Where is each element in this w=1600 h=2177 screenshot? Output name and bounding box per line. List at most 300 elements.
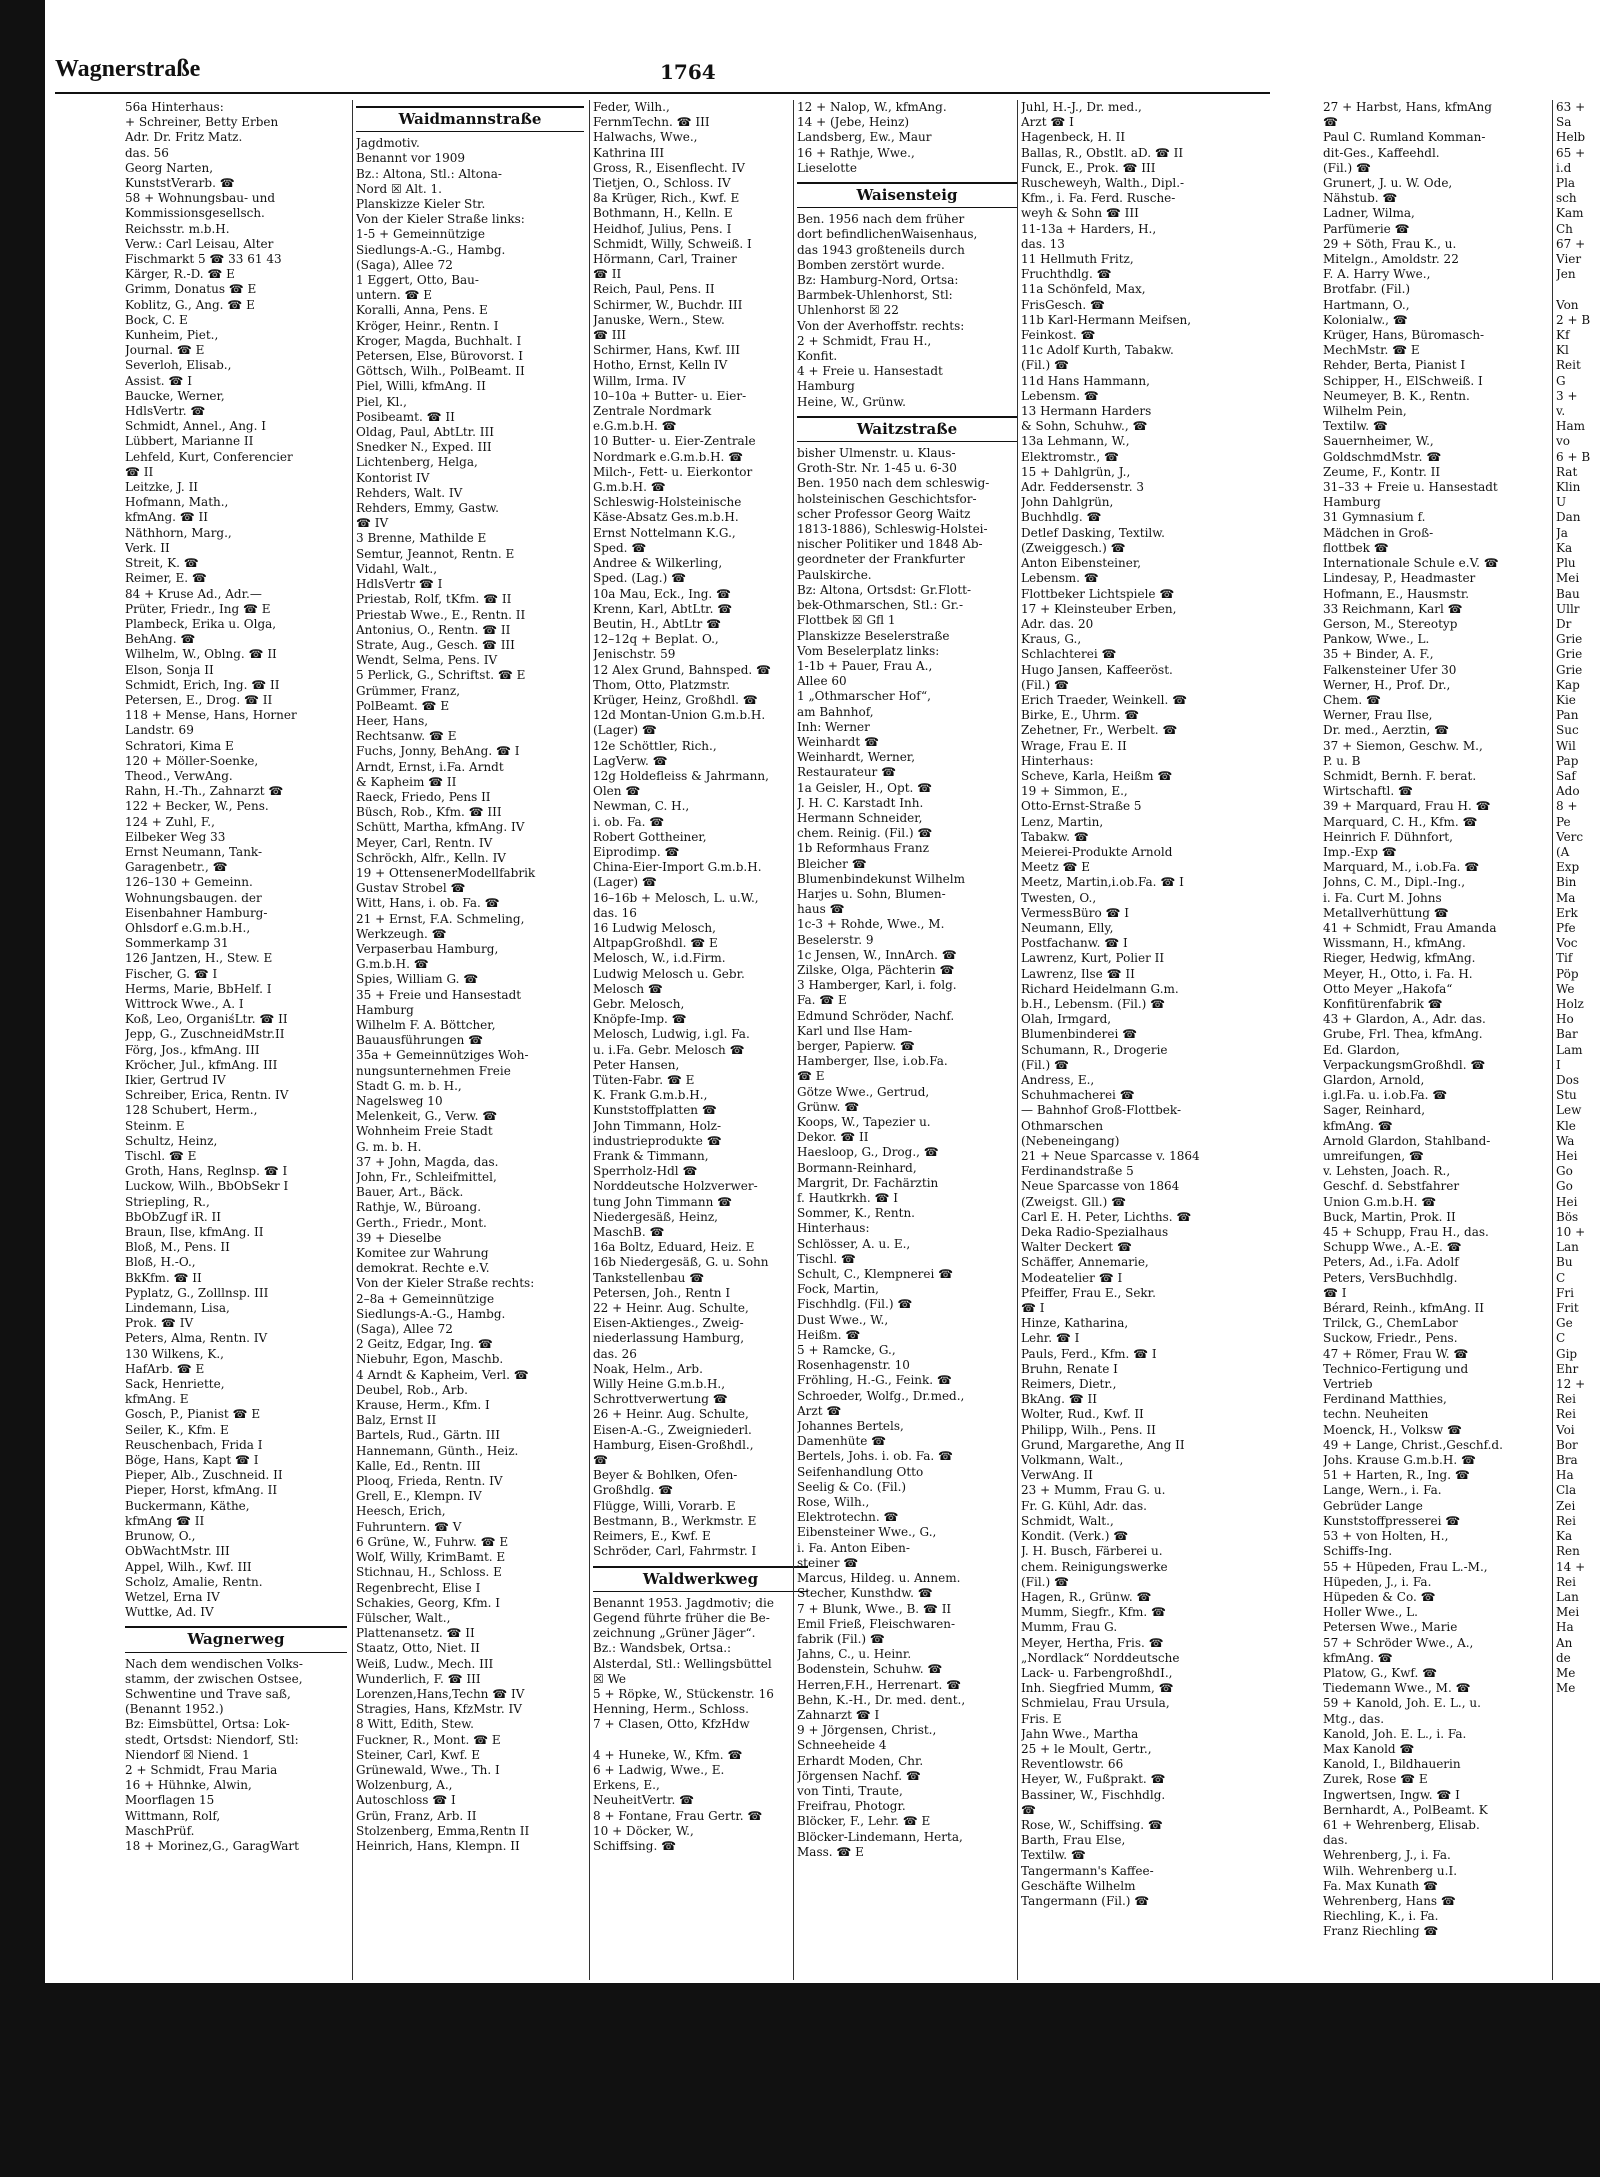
directory-entry: Schmidt, Walt., (1021, 1513, 1114, 1528)
directory-entry: Petersen, E., Drog. ☎ II (125, 692, 273, 707)
directory-entry: Textilw. ☎ (1323, 419, 1388, 434)
directory-entry: 31 Gymnasium f. (1323, 510, 1426, 525)
directory-entry: 120 + Möller-Soenke, (125, 753, 259, 768)
directory-entry: Tischl. ☎ (797, 1251, 856, 1266)
directory-entry: das. 13 (1021, 236, 1065, 251)
directory-entry: John, Fr., Schleifmittel, (356, 1170, 497, 1185)
directory-entry: Lehr. ☎ I (1021, 1331, 1080, 1346)
directory-entry: Pan (1556, 708, 1579, 723)
directory-entry: Raeck, Friedo, Pens II (356, 789, 491, 804)
directory-entry: Stu (1556, 1088, 1577, 1103)
directory-entry: Lenz, Martin, (1021, 814, 1104, 829)
directory-entry: K. Frank G.m.b.H., (593, 1088, 708, 1103)
directory-entry: Koß, Leo, OrganiśLtr. ☎ II (125, 1012, 288, 1027)
directory-entry: Buckermann, Käthe, (125, 1498, 250, 1513)
directory-entry: Schroeder, Wolfg., Dr.med., (797, 1388, 965, 1403)
directory-entry: Hei (1556, 1194, 1578, 1209)
column-2 (356, 100, 584, 1980)
directory-entry: (Nebeneingang) (1021, 1133, 1120, 1148)
directory-entry: Ernst Neumann, Tank- (125, 844, 263, 859)
directory-entry: 6 + B (1556, 449, 1591, 464)
directory-entry: Fischer, G. ☎ I (125, 966, 218, 981)
directory-entry: Scheve, Karla, Heißm ☎ (1021, 768, 1173, 783)
directory-entry: Pap (1556, 753, 1579, 768)
directory-entry: Wilhelm, W., Oblng. ☎ II (125, 647, 277, 662)
directory-entry: Hugo Jansen, Kaffeeröst. (1021, 662, 1173, 677)
directory-entry: Walter Deckert ☎ (1021, 1240, 1132, 1255)
directory-entry: Bleicher ☎ (797, 856, 867, 871)
directory-entry: ☎ II (125, 464, 154, 479)
street-heading: Waidmannstraße (356, 106, 584, 132)
directory-entry: Rehder, Berta, Pianist I (1323, 358, 1466, 373)
directory-entry: Bin (1556, 875, 1577, 890)
directory-entry: Peters, Ad., i.Fa. Adolf (1323, 1255, 1459, 1270)
directory-entry: Ehr (1556, 1361, 1579, 1376)
directory-entry: Schult, C., Klempnerei ☎ (797, 1267, 954, 1282)
directory-entry: 7 + Clasen, Otto, KfzHdw (593, 1717, 750, 1732)
directory-entry: Fuhruntern. ☎ V (356, 1519, 462, 1534)
directory-entry: Johs. Krause G.m.b.H. ☎ (1323, 1453, 1476, 1468)
directory-entry: Geschf. d. Sebstfahrer (1323, 1179, 1460, 1194)
directory-entry: Gerson, M., Stereotyp (1323, 616, 1458, 631)
directory-entry: Buchhdlg. ☎ (1021, 510, 1102, 525)
directory-entry: Nach dem wendischen Volks- (125, 1656, 303, 1671)
directory-entry: Schuhmacherei ☎ (1021, 1088, 1135, 1103)
directory-entry: 3 Brenne, Mathilde E (356, 531, 487, 546)
directory-entry: Wilhelm F. A. Böttcher, (356, 1017, 496, 1032)
directory-entry: VermessBüro ☎ I (1021, 905, 1130, 920)
directory-entry: Oldag, Paul, AbtLtr. III (356, 425, 494, 440)
directory-entry: Schleswig-Holsteinische (593, 495, 742, 510)
page-number: 1764 (660, 60, 716, 84)
directory-entry: Schmidt, Erich, Ing. ☎ II (125, 677, 280, 692)
directory-entry: Dekor. ☎ II (797, 1130, 869, 1145)
directory-entry: Elektrotechn. ☎ (797, 1510, 899, 1525)
directory-entry: Blöcker, F., Lehr. ☎ E (797, 1814, 931, 1829)
directory-entry: Stichnau, H., Schloss. E (356, 1565, 502, 1580)
directory-entry: Reich, Paul, Pens. II (593, 282, 715, 297)
directory-entry: Böge, Hans, Kapt ☎ I (125, 1453, 259, 1468)
directory-entry: flottbek ☎ (1323, 540, 1389, 555)
directory-entry: das. 56 (125, 145, 169, 160)
directory-entry: Adr. Dr. Fritz Matz. (125, 130, 243, 145)
directory-entry: Flügge, Willi, Vorarb. E (593, 1498, 736, 1513)
directory-entry: Grün, Franz, Arb. II (356, 1808, 477, 1823)
directory-entry: Spies, William G. ☎ (356, 972, 479, 987)
directory-entry: Baucke, Werner, (125, 388, 225, 403)
directory-entry: Rei (1556, 1407, 1576, 1422)
directory-entry: Tüten-Fabr. ☎ E (593, 1073, 695, 1087)
directory-entry: BbObZugf iR. II (125, 1209, 222, 1224)
directory-entry: Hüpeden & Co. ☎ (1323, 1589, 1436, 1604)
directory-entry: Bz: Altona, Ortsdst: Gr.Flott- (797, 582, 972, 597)
directory-entry: Suckow, Friedr., Pens. (1323, 1331, 1458, 1346)
directory-entry: Ingwertsen, Ingw. ☎ I (1323, 1787, 1460, 1802)
directory-entry: Steiner, Carl, Kwf. E (356, 1747, 481, 1762)
directory-entry: Lebensm. ☎ (1021, 571, 1099, 586)
directory-entry: Herms, Marie, BbHelf. I (125, 981, 272, 996)
directory-entry: 1813-1886), Schleswig-Holstei- (797, 522, 988, 537)
directory-entry: Hagenbeck, H. II (1021, 130, 1126, 145)
directory-entry: Schwentine und Trave saß, (125, 1686, 291, 1701)
directory-entry: AltpapGroßhdl. ☎ E (593, 936, 718, 951)
directory-entry: FernmTechn. ☎ III (593, 115, 710, 130)
directory-entry: Tabakw. ☎ (1021, 829, 1089, 844)
directory-entry: Plattenansetz. ☎ II (356, 1626, 475, 1641)
directory-entry: Flottbek ☒ Gfl 1 (797, 613, 896, 628)
directory-entry: Ka (1556, 1529, 1573, 1544)
directory-entry: 51 + Harten, R., Ing. ☎ (1323, 1468, 1470, 1483)
directory-entry: 6 + Ladwig, Wwe., E. (593, 1762, 725, 1777)
directory-entry: berger, Papierw. ☎ (797, 1038, 915, 1053)
directory-entry: Striepling, R., (125, 1194, 210, 1209)
directory-entry: Komitee zur Wahrung (356, 1246, 489, 1261)
directory-entry: Hei (1556, 1149, 1578, 1164)
directory-entry: Sped. (Lag.) ☎ (593, 571, 687, 586)
directory-entry: Wolzenburg, A., (356, 1778, 453, 1793)
directory-entry: Zahnarzt ☎ I (797, 1707, 880, 1722)
directory-entry: Bruhn, Renate I (1021, 1361, 1118, 1376)
directory-entry: Rieger, Hedwig, kfmAng. (1323, 951, 1476, 966)
directory-entry: Ka (1556, 540, 1573, 555)
directory-entry: 16 + Hühnke, Alwin, (125, 1778, 252, 1793)
directory-entry: Schrottverwertung ☎ (593, 1392, 728, 1407)
directory-entry: BehAng. ☎ (125, 632, 196, 647)
directory-entry: Lack- u. FarbengroßhdI., (1021, 1665, 1173, 1680)
directory-entry: Näthhorn, Marg., (125, 525, 232, 540)
directory-entry: Moenck, H., Volksw ☎ (1323, 1422, 1462, 1437)
directory-entry: (Zweiggesch.) ☎ (1021, 540, 1126, 555)
directory-entry: Journal. ☎ E (125, 343, 205, 358)
directory-entry: Bérard, Reinh., kfmAng. II (1323, 1301, 1485, 1316)
street-heading: Waisensteig (797, 182, 1017, 208)
directory-entry: b.H., Lebensm. (Fil.) ☎ (1021, 996, 1166, 1011)
directory-entry: techn. Neuheiten (1323, 1407, 1429, 1422)
directory-entry: John Dahlgrün, (1021, 495, 1114, 510)
directory-entry: Franz Riechling ☎ (1323, 1924, 1439, 1939)
directory-entry: Wilh. Wehrenberg u.I. (1323, 1863, 1458, 1878)
directory-entry: Lindesay, P., Headmaster (1323, 571, 1476, 586)
directory-entry: VerwAng. II (1021, 1468, 1093, 1483)
directory-entry: Bestmann, B., Werkmstr. E (593, 1513, 757, 1528)
directory-entry: Marquard, M., i.ob.Fa. ☎ (1323, 860, 1480, 875)
directory-entry: Kunststoffplatten ☎ (593, 1103, 717, 1118)
directory-entry: Fock, Martin, (797, 1282, 879, 1297)
directory-entry: Piel, Willi, kfmAng. II (356, 379, 486, 394)
directory-entry: Schneeheide 4 (797, 1738, 887, 1753)
directory-entry: Ham (1556, 419, 1585, 434)
directory-entry: Tangermann (Fil.) ☎ (1021, 1893, 1150, 1908)
directory-entry: Me (1556, 1681, 1576, 1696)
directory-entry: Bz: Eimsbüttel, Ortsa: Lok- (125, 1717, 290, 1732)
directory-entry: Halwachs, Wwe., (593, 130, 698, 145)
directory-entry: Rose, W., Schiffsing. ☎ (1021, 1817, 1163, 1832)
directory-entry: G (1556, 373, 1566, 388)
directory-entry: 16–16b + Melosch, L. u.W., (593, 890, 759, 905)
column-divider (1017, 100, 1018, 1980)
directory-entry: 65 + (1556, 145, 1586, 160)
directory-entry: Cla (1556, 1483, 1577, 1498)
directory-entry: 49 + Lange, Christ.,Geschf.d. (1323, 1437, 1503, 1452)
directory-entry: Petersen, Joh., Rentn I (593, 1285, 731, 1300)
directory-entry: Rehders, Walt. IV (356, 485, 463, 500)
directory-entry: 63 + (1556, 100, 1586, 114)
directory-entry: Nagelsweg 10 (356, 1094, 443, 1108)
directory-entry: Bz: Hamburg-Nord, Ortsa: (797, 273, 959, 288)
directory-entry: Schiffs-Ing. (1323, 1544, 1393, 1559)
directory-entry (1556, 282, 1600, 297)
directory-entry: Alsterdal, Stl.: Wellingsbüttel (593, 1656, 772, 1671)
directory-entry: geordneter der Frankfurter (797, 552, 965, 567)
directory-entry: Holler Wwe., L. (1323, 1605, 1418, 1620)
directory-entry: Pe (1556, 814, 1571, 829)
directory-entry: Schreiber, Erica, Rentn. IV (125, 1088, 289, 1103)
directory-entry: Ballas, R., Obstlt. aD. ☎ II (1021, 145, 1184, 160)
directory-entry: Pieper, Horst, kfmAng. II (125, 1483, 278, 1498)
directory-entry: Planskizze Beselerstraße (797, 628, 950, 643)
directory-entry: Ren (1556, 1544, 1580, 1559)
directory-entry: 12d Montan-Union G.m.b.H. (593, 708, 766, 723)
directory-entry: Newman, C. H., (593, 799, 690, 814)
directory-entry: Lawrenz, Kurt, Polier II (1021, 951, 1165, 966)
directory-entry: Grimm, Donatus ☎ E (125, 282, 257, 297)
directory-entry: Posibeamt. ☎ II (356, 409, 455, 424)
directory-entry: Großhdlg. ☎ (593, 1483, 674, 1498)
directory-entry: nungsunternehmen Freie (356, 1063, 511, 1078)
directory-entry: Seelig & Co. (Fil.) (797, 1479, 907, 1494)
directory-entry: 2 Geitz, Edgar, Ing. ☎ (356, 1337, 493, 1352)
directory-entry: Peters, VersBuchhdlg. (1323, 1270, 1458, 1285)
directory-entry: scher Professor Georg Waitz (797, 506, 971, 521)
directory-entry: Bloß, H.-O., (125, 1255, 196, 1270)
directory-entry: Grund, Margarethe, Ang II (1021, 1437, 1185, 1452)
directory-entry: 45 + Schupp, Frau H., das. (1323, 1225, 1489, 1240)
directory-entry: Wetzel, Erna IV (125, 1589, 220, 1604)
directory-entry: Nord ☒ Alt. 1. (356, 181, 442, 196)
directory-entry: Noak, Helm., Arb. (593, 1361, 703, 1376)
directory-entry: Buck, Martin, Prok. II (1323, 1209, 1456, 1224)
directory-entry: 18 + Morinez,G., GaragWart (125, 1838, 299, 1853)
directory-entry: Förg, Jos., kfmAng. III (125, 1042, 260, 1057)
directory-entry: Groth-Str. Nr. 1-45 u. 6-30 (797, 461, 957, 476)
directory-entry: Jen (1556, 267, 1576, 282)
directory-entry: Paul C. Rumland Komman- (1323, 130, 1486, 145)
directory-entry: Moorflagen 15 (125, 1793, 215, 1808)
directory-entry: Konfitürenfabrik ☎ (1323, 996, 1443, 1011)
column-1 (125, 100, 347, 1980)
directory-entry: Lichtenberg, Helga, (356, 455, 478, 470)
directory-entry: Scholz, Amalie, Rentn. (125, 1574, 263, 1589)
directory-entry: Reventlowstr. 66 (1021, 1757, 1124, 1772)
directory-entry: Schlachterei ☎ (1021, 647, 1117, 662)
directory-entry: FrisGesch. ☎ (1021, 297, 1105, 312)
directory-entry: Priestab Wwe., E., Rentn. II (356, 607, 526, 622)
directory-entry: Olah, Irmgard, (1021, 1012, 1112, 1027)
directory-entry: Bös (1556, 1209, 1579, 1224)
directory-entry: 25 + le Moult, Gertr., (1021, 1741, 1152, 1756)
directory-entry: Fruchthdlg. ☎ (1021, 267, 1112, 282)
directory-entry: v. Lehsten, Joach. R., (1323, 1164, 1451, 1179)
directory-entry: Tif (1556, 951, 1573, 966)
directory-entry: Erk (1556, 905, 1578, 920)
directory-entry: VerpackungsmGroßhdl. ☎ (1323, 1057, 1486, 1072)
directory-entry: 5 + Röpke, W., Stückenstr. 16 (593, 1686, 774, 1701)
directory-entry: Petersen, Else, Bürovorst. I (356, 349, 523, 364)
directory-entry: Sommerkamp 31 (125, 936, 229, 951)
header-rule (55, 92, 1270, 94)
directory-entry: Gegend führte früher die Be- (593, 1610, 770, 1625)
directory-entry: Tischl. ☎ E (125, 1149, 197, 1164)
directory-entry: Dr. med., Aerztin, ☎ (1323, 723, 1450, 738)
directory-entry: Blöcker-Lindemann, Herta, (797, 1829, 963, 1844)
directory-entry: Prüter, Friedr., Ing ☎ E (125, 601, 271, 616)
directory-entry: (Lager) ☎ (593, 875, 657, 890)
street-heading: Waldwerkweg (593, 1566, 808, 1592)
directory-entry: tung John Timmann ☎ (593, 1194, 733, 1209)
directory-entry: Edmund Schröder, Nachf. (797, 1008, 955, 1023)
directory-entry: Niebuhr, Egon, Maschb. (356, 1352, 504, 1367)
directory-entry: Heidhof, Julius, Pens. I (593, 221, 732, 236)
directory-entry: Bauausführungen ☎ (356, 1033, 484, 1048)
directory-entry: Union G.m.b.H. ☎ (1323, 1194, 1437, 1209)
directory-entry: Ch (1556, 221, 1573, 236)
directory-entry: Eisenbahner Hamburg- (125, 905, 268, 920)
directory-entry: Marcus, Hildeg. u. Annem. (797, 1571, 961, 1586)
directory-entry: 13a Lehmann, W., (1021, 434, 1130, 449)
directory-entry: Jörgensen Nachf. ☎ (797, 1768, 921, 1783)
directory-entry: Grünw. ☎ (797, 1099, 860, 1114)
directory-entry: Meyer, H., Otto, i. Fa. H. (1323, 966, 1473, 981)
directory-entry: Bloß, M., Pens. II (125, 1240, 230, 1255)
directory-entry: Erhardt Moden, Chr. (797, 1753, 924, 1768)
directory-entry: GoldschmdMstr. ☎ (1323, 449, 1442, 464)
directory-entry: Vier (1556, 252, 1582, 267)
directory-entry: Götze Wwe., Gertrud, (797, 1084, 930, 1099)
directory-entry: Wehrenberg, J., i. Fa. (1323, 1848, 1451, 1863)
directory-entry: Hamburg (1323, 495, 1381, 510)
directory-entry: Frank & Timmann, (593, 1149, 709, 1164)
directory-entry: ☎ E (797, 1069, 825, 1084)
directory-entry: + Schreiner, Betty Erben (125, 115, 279, 130)
directory-entry: Reit (1556, 358, 1581, 373)
directory-entry: 14 + (Jebe, Heinz) (797, 115, 910, 130)
directory-entry: Rathje, W., Büroang. (356, 1200, 482, 1215)
scan-bottom-border (0, 1983, 1600, 2177)
directory-entry: Thom, Otto, Platzmstr. (593, 677, 731, 692)
directory-entry: 8 + Fontane, Frau Gertr. ☎ (593, 1808, 763, 1823)
directory-entry: Stolzenberg, Emma,Rentn II (356, 1823, 530, 1838)
directory-entry: Werkzeugh. ☎ (356, 926, 447, 941)
directory-entry: Hannemann, Günth., Heiz. (356, 1443, 519, 1458)
directory-entry: Reimers, E., Kwf. E (593, 1529, 711, 1544)
directory-entry: i.gl.Fa. u. i.ob.Fa. ☎ (1323, 1088, 1448, 1103)
directory-entry: Arnold Glardon, Stahlband- (1323, 1133, 1491, 1148)
directory-entry: Siedlungs-A.-G., Hambg. (356, 242, 506, 257)
directory-entry: Lorenzen,Hans,Techn ☎ IV (356, 1686, 525, 1701)
directory-entry: Krüger, Heinz, Großhdl. ☎ (593, 692, 758, 707)
directory-entry: Gross, R., Eisenflecht. IV (593, 160, 745, 175)
directory-entry: Plu (1556, 556, 1576, 571)
directory-entry: Koblitz, G., Ang. ☎ E (125, 297, 255, 312)
directory-entry: Chem. ☎ (1323, 692, 1381, 707)
directory-entry: 35 + Binder, A. F., (1323, 647, 1434, 662)
directory-entry: Othmarschen (1021, 1118, 1104, 1133)
directory-entry: Petersen Wwe., Marie (1323, 1620, 1458, 1635)
directory-entry: nischer Politiker und 1848 Ab- (797, 537, 983, 552)
directory-entry: Heinrich, Hans, Klempn. II (356, 1838, 520, 1853)
directory-entry: Hofmann, Math., (125, 495, 229, 510)
directory-entry: Saf (1556, 768, 1576, 783)
directory-entry: Reimer, E. ☎ (125, 571, 207, 586)
directory-entry: Seiler, K., Kfm. E (125, 1422, 229, 1437)
directory-entry: Wuttke, Ad. IV (125, 1605, 214, 1620)
directory-entry: Regenbrecht, Elise I (356, 1580, 481, 1595)
directory-entry: C (1556, 1331, 1566, 1346)
directory-entry: Henning, Herm., Schloss. (593, 1702, 749, 1717)
directory-entry: Emil Frieß, Fleischwaren- (797, 1616, 956, 1631)
directory-entry: Lindemann, Lisa, (125, 1301, 230, 1316)
directory-entry: Gebrüder Lange (1323, 1498, 1423, 1513)
directory-entry: 13 Hermann Harders (1021, 404, 1152, 419)
directory-entry: (Lager) ☎ (593, 723, 657, 738)
directory-entry: Sommer, K., Rentn. (797, 1206, 915, 1221)
column-divider (1552, 100, 1553, 1980)
directory-entry: i.d (1556, 160, 1572, 175)
directory-entry: Mumm, Frau G. (1021, 1620, 1118, 1635)
directory-entry: stedt, Ortsdst: Niendorf, Stl: (125, 1732, 299, 1747)
directory-entry: Autoschloss ☎ I (356, 1793, 456, 1808)
directory-entry: Pfe (1556, 920, 1576, 935)
directory-entry: Pieper, Alb., Zuschneid. II (125, 1468, 283, 1483)
directory-entry: Dos (1556, 1073, 1580, 1087)
directory-entry: Beselerstr. 9 (797, 932, 874, 947)
directory-entry: 39 + Marquard, Frau H. ☎ (1323, 799, 1491, 814)
directory-entry: Hamburg, Eisen-Großhdl., (593, 1437, 754, 1452)
directory-entry: Benannt 1953. Jagdmotiv; die (593, 1595, 774, 1610)
directory-entry: Eibensteiner Wwe., G., (797, 1525, 937, 1540)
directory-entry: Mumm, Siegfr., Kfm. ☎ (1021, 1605, 1166, 1620)
directory-entry: Jahns, C., u. Heinr. (797, 1647, 912, 1662)
directory-entry: Melosch ☎ (593, 981, 663, 996)
directory-entry: Schröckh, Alfr., Kelln. IV (356, 850, 506, 865)
directory-entry: 10a Mau, Eck., Ing. ☎ (593, 586, 731, 601)
directory-entry: Detlef Dasking, Textilw. (1021, 525, 1165, 540)
directory-entry: Erich Traeder, Weinkell. ☎ (1021, 692, 1188, 707)
directory-entry: Wissmann, H., kfmAng. (1323, 936, 1466, 951)
directory-entry: Mei (1556, 571, 1580, 586)
directory-entry: Kröcher, Jul., kfmAng. III (125, 1057, 278, 1072)
directory-entry: Knöpfe-Imp. ☎ (593, 1012, 687, 1027)
directory-entry: (Saga), Allee 72 (356, 257, 453, 272)
directory-entry: G.m.b.H. ☎ (593, 480, 666, 495)
directory-entry: Ohlsdorf e.G.m.b.H., (125, 920, 251, 935)
directory-entry: Johannes Bertels, (797, 1419, 904, 1434)
directory-entry: Stragies, Hans, KfzMstr. IV (356, 1702, 522, 1717)
directory-entry: Olen ☎ (593, 784, 641, 799)
directory-entry: Groth, Hans, Reglnsp. ☎ I (125, 1164, 288, 1179)
directory-entry: 7 + Blunk, Wwe., B. ☎ II (797, 1601, 952, 1616)
directory-entry: Fr. G. Kühl, Adr. das. (1021, 1498, 1147, 1513)
directory-entry: Schakies, Georg, Kfm. I (356, 1595, 500, 1610)
directory-entry: Wirtschaftl. ☎ (1323, 784, 1413, 799)
directory-entry: Sack, Henriette, (125, 1377, 225, 1392)
directory-entry: C (1556, 1270, 1566, 1285)
directory-entry: Mtg., das. (1323, 1711, 1385, 1726)
directory-entry: Bodenstein, Schuhw. ☎ (797, 1662, 943, 1677)
directory-entry: Philipp, Wilh., Pens. II (1021, 1422, 1156, 1437)
directory-entry: Semtur, Jeannot, Rentn. E (356, 546, 515, 561)
directory-entry: Rei (1556, 1574, 1576, 1589)
